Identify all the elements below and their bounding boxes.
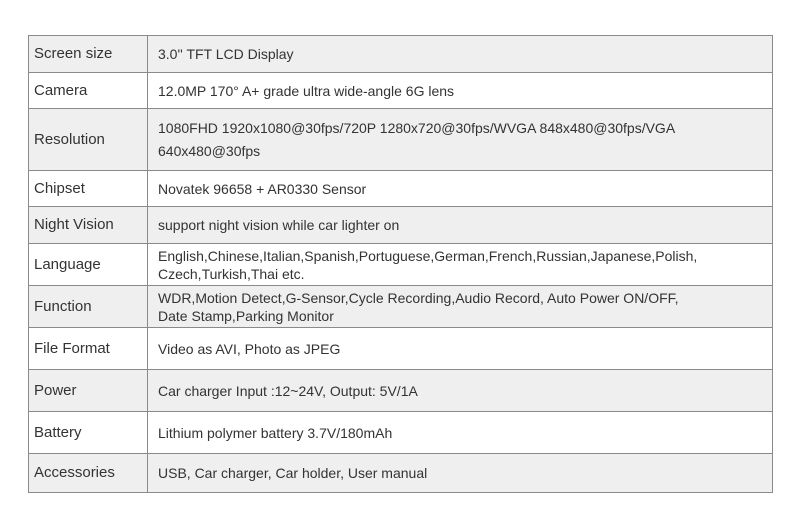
value-line: Lithium polymer battery 3.7V/180mAh — [158, 424, 393, 441]
row-label: Power — [29, 370, 148, 412]
table-row-accessories — [29, 454, 773, 493]
row-value — [148, 73, 773, 109]
value-line: support night vision while car lighter on — [158, 217, 400, 233]
value-line: 1080FHD 1920x1080@30fps/720P 1280x720@30fps/WVGA 848x480@30fps/VGA — [158, 119, 676, 136]
value-line: English,Chinese,Italian,Spanish,Portuguese,German,French,Russian,Japanese,Polish, — [158, 247, 698, 264]
row-label: Language — [29, 244, 148, 286]
value-line: Car charger Input :12~24V, Output: 5V/1A — [158, 382, 418, 399]
row-label: Night Vision — [29, 207, 148, 244]
table-row-screen-size — [29, 36, 773, 73]
row-value — [148, 171, 773, 207]
value-line: 3.0'' TFT LCD Display — [158, 46, 294, 62]
row-value — [148, 109, 773, 171]
value-line: 640x480@30fps — [158, 142, 261, 159]
table-row-battery — [29, 412, 773, 454]
row-value — [148, 412, 773, 454]
row-value — [148, 36, 773, 73]
row-label: Screen size — [29, 36, 148, 73]
value-line: USB, Car charger, Car holder, User manual — [158, 465, 428, 481]
row-label: File Format — [29, 328, 148, 370]
spec-table — [28, 35, 773, 493]
row-value — [148, 207, 773, 244]
row-label: Resolution — [29, 109, 148, 171]
value-line: WDR,Motion Detect,G-Sensor,Cycle Recording,Audio Record, Auto Power ON/OFF, — [158, 289, 679, 306]
table-row-camera — [29, 73, 773, 109]
value-line: Czech,Turkish,Thai etc. — [158, 265, 305, 282]
table-row-chipset — [29, 171, 773, 207]
table-row-file-format — [29, 328, 773, 370]
table-row-resolution — [29, 109, 773, 171]
row-label: Accessories — [29, 454, 148, 493]
value-line: Novatek 96658 + AR0330 Sensor — [158, 180, 367, 197]
row-label: Chipset — [29, 171, 148, 207]
row-value — [148, 454, 773, 493]
table-row-function — [29, 286, 773, 328]
row-value — [148, 286, 773, 328]
row-label: Function — [29, 286, 148, 328]
row-label: Camera — [29, 73, 148, 109]
table-row-night-vision — [29, 207, 773, 244]
value-line: Date Stamp,Parking Monitor — [158, 307, 334, 324]
table-row-language — [29, 244, 773, 286]
table-row-power — [29, 370, 773, 412]
row-value — [148, 328, 773, 370]
value-line: 12.0MP 170° A+ grade ultra wide-angle 6G lens — [158, 82, 455, 99]
row-label: Battery — [29, 412, 148, 454]
value-line: Video as AVI, Photo as JPEG — [158, 340, 341, 357]
row-value — [148, 244, 773, 286]
row-value — [148, 370, 773, 412]
